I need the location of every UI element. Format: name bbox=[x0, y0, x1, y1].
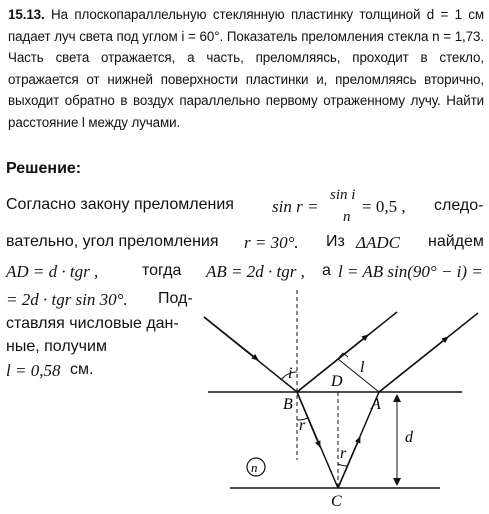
solution-line-2-iz: Из bbox=[326, 233, 345, 250]
formula-result: = 0,5 , bbox=[362, 197, 406, 216]
label-d-point: D bbox=[331, 373, 343, 390]
problem-number: 15.13. bbox=[8, 7, 45, 22]
solution-line-1-text: Согласно закону преломления bbox=[6, 196, 234, 213]
thickness-arrow-bottom bbox=[393, 478, 401, 486]
formula-sin-r: sin r = bbox=[272, 197, 319, 216]
label-n: n bbox=[251, 460, 258, 475]
solution-line-3-togda: тогда bbox=[142, 262, 182, 279]
formula-ad: AD = d · tgr , bbox=[6, 262, 99, 281]
solution-line-4-tail: Под- bbox=[158, 290, 193, 307]
label-thickness-d: d bbox=[405, 429, 413, 446]
solution-line-2-text: вательно, угол преломления bbox=[6, 233, 219, 250]
label-r-1: r bbox=[299, 417, 306, 434]
label-b: B bbox=[283, 396, 293, 413]
formula-2d-tgr: = 2d · tgr sin 30°. bbox=[6, 290, 128, 309]
solution-line-6: ные, получим bbox=[6, 338, 107, 355]
emerging-ray-2-arrow bbox=[379, 337, 448, 392]
answer-unit: см. bbox=[70, 361, 94, 378]
label-a: A bbox=[371, 396, 381, 413]
fraction-numerator: sin i bbox=[330, 187, 356, 203]
formula-l: l = AB sin(90° − i) = bbox=[338, 262, 483, 281]
solution-line-2-tail: найдем bbox=[428, 233, 484, 250]
distance-l-segment bbox=[338, 359, 379, 392]
label-i: i bbox=[288, 365, 293, 382]
incident-ray-arrow bbox=[204, 317, 258, 360]
solution-line-3-a: а bbox=[322, 262, 331, 279]
problem-text: На плоскопараллельную стеклянную пластинку толщиной d = 1 см падает луч света под углом i = 60°. Показатель преломления стекла n = 1,73. Часть света отражается, а часть, преломляясь, проходит в стекло, отражается от нижней поверхности пластинки и, преломляясь вторично, выходит обратно в воздух параллельно первому отраженному лучу. Найти расстояние l между лучами. bbox=[8, 7, 484, 130]
triangle-adc: ΔADC bbox=[356, 233, 400, 252]
thickness-arrow-top bbox=[393, 394, 401, 402]
formula-r-30: r = 30°. bbox=[244, 233, 299, 252]
fraction-denominator: n bbox=[343, 209, 351, 225]
label-r-2: r bbox=[340, 445, 347, 462]
solution-heading: Решение: bbox=[6, 160, 82, 177]
angle-r-arc-2 bbox=[338, 464, 348, 466]
formula-ab: AB = 2d · tgr , bbox=[206, 262, 305, 281]
solution-line-5: ставляя числовые дан- bbox=[6, 315, 179, 332]
answer-value: l = 0,58 bbox=[6, 361, 61, 380]
label-l: l bbox=[360, 359, 365, 376]
solution-line-1-tail: следо- bbox=[434, 197, 484, 214]
label-c: C bbox=[331, 493, 342, 510]
